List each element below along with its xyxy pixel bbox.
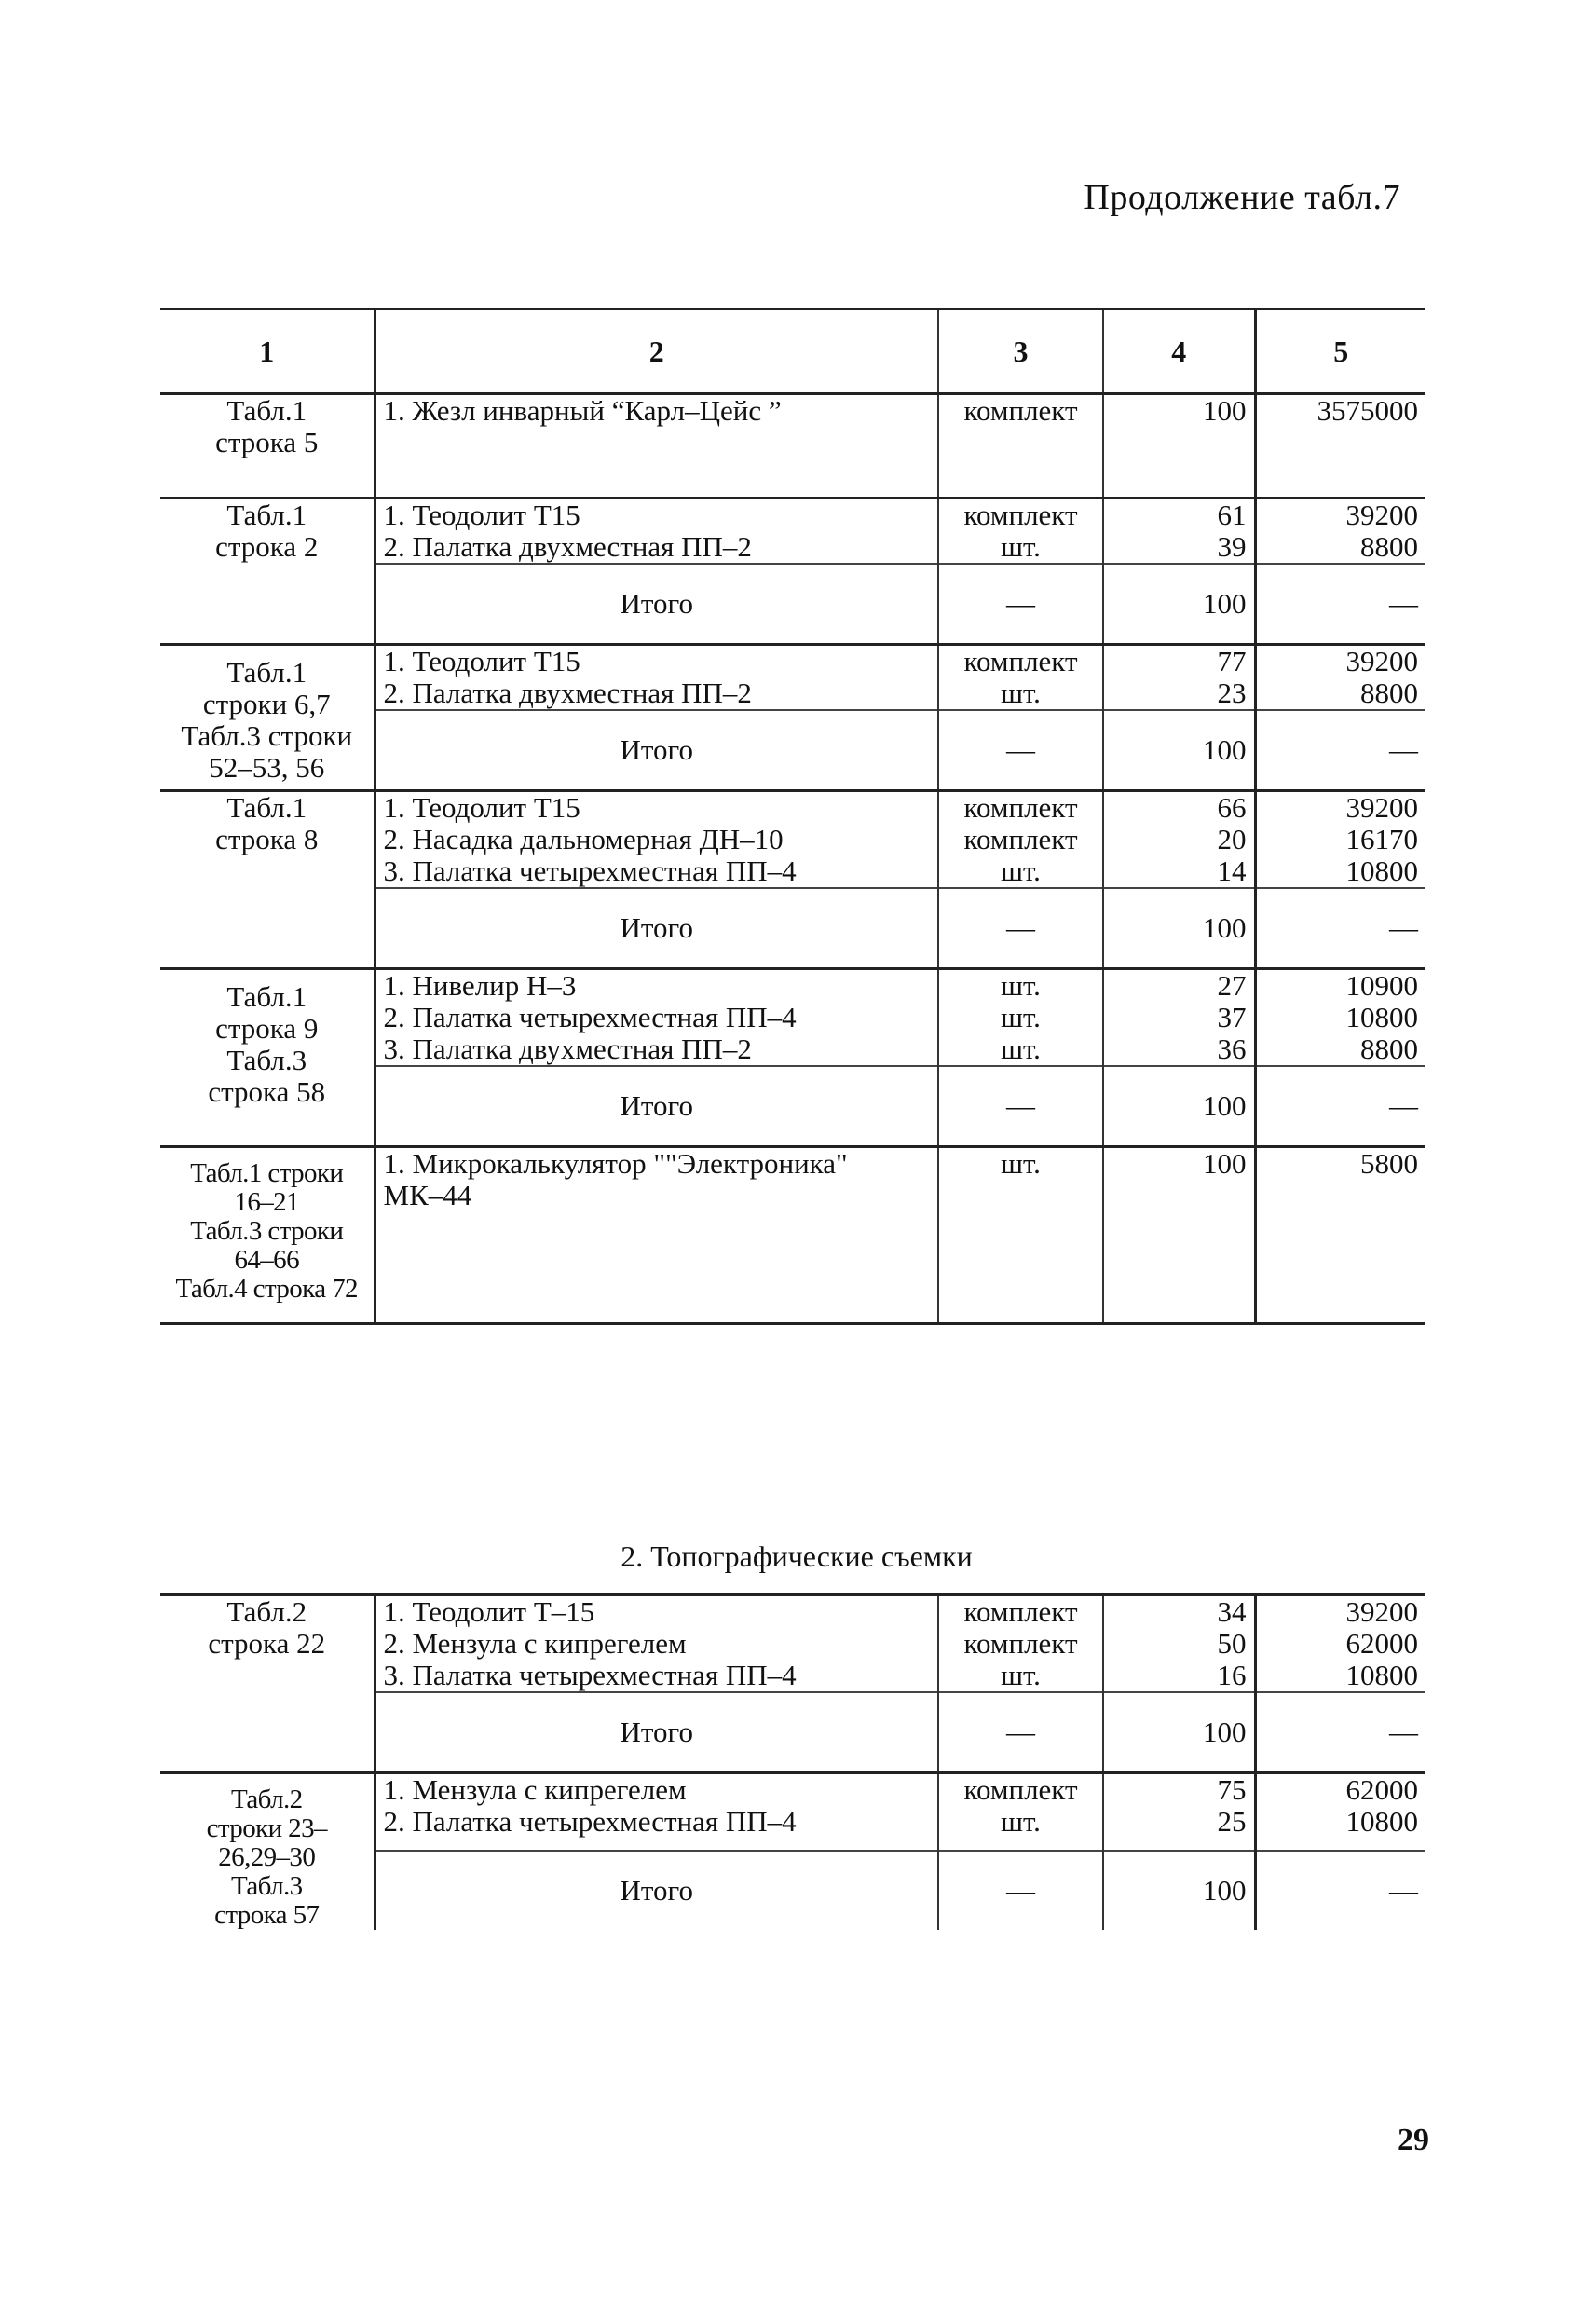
total-label: Итого [375,1692,938,1773]
unit-cell [938,1147,1103,1324]
total-label: Итого [375,1851,938,1930]
total-percent: 100 [1103,888,1255,969]
items-cell [375,394,938,499]
table-row [160,1595,1425,1693]
reference-line: Табл.3 строки [190,1216,344,1246]
unit-cell [938,1773,1103,1852]
reference-line: строки 6,7 [202,688,331,720]
price-line: 10800 [1345,855,1418,887]
unit-line: шт. [1001,1659,1041,1691]
reference-line: строка 9 [215,1012,319,1045]
total-price-dash: — [1255,710,1425,791]
unit-line: комплект [963,1627,1078,1660]
percent-line: 34 [1217,1595,1247,1628]
item-line: 2. Палатка двухместная ПП–2 [383,677,752,709]
price-cell [1255,791,1425,889]
reference-cell [160,645,375,791]
unit-line: комплект [963,499,1078,531]
unit-line: шт. [1001,969,1041,1002]
total-unit-dash: — [938,710,1103,791]
total-unit-dash: — [938,1066,1103,1147]
item-line: 1. Теодолит Т15 [383,645,580,677]
item-line: 2. Насадка дальномерная ДН–10 [383,823,784,855]
total-percent: 100 [1103,564,1255,645]
percent-cell [1103,1147,1255,1324]
percent-line: 20 [1217,823,1247,855]
column-header: 1 [160,309,375,394]
price-cell [1255,1595,1425,1693]
percent-line: 61 [1217,499,1247,531]
percent-cell [1103,499,1255,565]
price-cell [1255,645,1425,711]
reference-line: строка 58 [208,1075,326,1108]
percent-line: 77 [1217,645,1247,677]
item-line: 1. Жезл инварный “Карл–Цейс ” [383,394,782,427]
percent-line: 37 [1217,1001,1247,1033]
reference-line: Табл.3 [226,1044,307,1076]
price-line: 39200 [1345,645,1418,677]
price-line: 10800 [1345,1659,1418,1691]
reference-cell [160,791,375,969]
total-label: Итого [375,888,938,969]
total-price-dash: — [1255,1692,1425,1773]
price-cell [1255,1773,1425,1852]
percent-line: 14 [1217,855,1247,887]
table-row [160,1147,1425,1324]
unit-cell [938,394,1103,499]
reference-cell [160,1595,375,1773]
percent-line: 100 [1203,1147,1247,1180]
reference-line: Табл.2 [226,1595,307,1628]
price-line: 10800 [1345,1001,1418,1033]
items-cell [375,1147,938,1324]
total-price-dash: — [1255,1851,1425,1930]
total-price-dash: — [1255,888,1425,969]
item-line: 2. Палатка четырехместная ПП–4 [383,1001,797,1033]
price-line: 39200 [1345,791,1418,824]
unit-line: комплект [963,645,1078,677]
total-unit-dash: — [938,564,1103,645]
percent-line: 23 [1217,677,1247,709]
table-row [160,645,1425,711]
reference-cell [160,1147,375,1324]
total-label: Итого [375,564,938,645]
unit-line: шт. [1001,855,1041,887]
reference-line: Табл.4 строка 72 [175,1274,358,1304]
price-line: 8800 [1360,1032,1418,1065]
survey-table [160,1593,1425,1930]
total-percent: 100 [1103,710,1255,791]
total-price-dash: — [1255,564,1425,645]
table-header-row [160,309,1425,394]
items-cell [375,1595,938,1693]
unit-line: комплект [963,823,1078,855]
item-line: 1. Теодолит Т–15 [383,1595,595,1628]
total-label: Итого [375,710,938,791]
unit-line: комплект [963,1773,1078,1806]
price-line: 62000 [1345,1627,1418,1660]
items-cell [375,499,938,565]
reference-line: Табл.3 [230,1871,303,1901]
unit-line: шт. [1001,1147,1041,1180]
table-row [160,791,1425,889]
percent-line: 75 [1217,1773,1247,1806]
total-unit-dash: — [938,888,1103,969]
unit-line: комплект [963,1595,1078,1628]
page-number: 29 [1398,2123,1429,2157]
reference-line: строка 5 [215,426,319,458]
reference-cell [160,969,375,1147]
percent-line: 66 [1217,791,1247,824]
reference-line: строка 2 [215,530,319,563]
price-line: 16170 [1345,823,1418,855]
total-percent: 100 [1103,1692,1255,1773]
unit-cell [938,1595,1103,1693]
item-line: 1. Нивелир Н–3 [383,969,577,1002]
reference-line: Табл.1 [226,499,307,531]
price-cell [1255,394,1425,499]
price-line: 39200 [1345,499,1418,531]
item-line: МК–44 [383,1179,472,1211]
reference-line: 26,29–30 [218,1842,316,1872]
price-line: 10900 [1345,969,1418,1002]
total-label: Итого [375,1066,938,1147]
item-line: 1. Мензула с кипрегелем [383,1773,687,1806]
percent-line: 16 [1217,1659,1247,1691]
reference-line: Табл.3 строки [181,719,353,752]
equipment-table [160,308,1425,1325]
reference-line: 16–21 [234,1187,299,1217]
total-percent: 100 [1103,1066,1255,1147]
reference-line: Табл.2 [230,1785,303,1814]
items-cell [375,969,938,1067]
price-line: 8800 [1360,530,1418,563]
unit-line: шт. [1001,530,1041,563]
unit-cell [938,645,1103,711]
unit-cell [938,969,1103,1067]
percent-cell [1103,1595,1255,1693]
item-line: 1. Микрокалькулятор ""Электроника" [383,1147,848,1180]
price-line: 62000 [1345,1773,1418,1806]
reference-cell [160,499,375,645]
unit-cell [938,499,1103,565]
reference-line: Табл.1 [226,791,307,824]
unit-line: шт. [1001,1032,1041,1065]
reference-line: строки 23– [206,1813,327,1843]
percent-line: 50 [1217,1627,1247,1660]
reference-line: 52–53, 56 [209,751,325,784]
table-row [160,969,1425,1067]
reference-line: строка 8 [215,823,319,855]
unit-cell [938,791,1103,889]
column-header: 4 [1103,309,1255,394]
column-header: 5 [1255,309,1425,394]
percent-cell [1103,1773,1255,1852]
reference-line: строка 22 [208,1627,326,1660]
total-percent: 100 [1103,1851,1255,1930]
reference-line: Табл.1 строки [190,1158,344,1188]
column-header: 2 [375,309,938,394]
items-cell [375,645,938,711]
reference-line: Табл.1 [226,980,307,1013]
unit-line: шт. [1001,1805,1041,1838]
reference-line: Табл.1 [226,394,307,427]
total-unit-dash: — [938,1692,1103,1773]
item-line: 1. Теодолит Т15 [383,791,580,824]
reference-line: строка 57 [214,1900,320,1930]
percent-line: 36 [1217,1032,1247,1065]
percent-cell [1103,791,1255,889]
items-cell [375,791,938,889]
table-row [160,499,1425,565]
percent-line: 39 [1217,530,1247,563]
price-line: 3575000 [1316,394,1418,427]
table-row [160,1773,1425,1852]
item-line: 2. Палатка четырехместная ПП–4 [383,1805,797,1838]
column-header: 3 [938,309,1103,394]
percent-cell [1103,394,1255,499]
unit-line: комплект [963,791,1078,824]
price-cell [1255,969,1425,1067]
percent-line: 25 [1217,1805,1247,1838]
percent-line: 27 [1217,969,1247,1002]
unit-line: шт. [1001,677,1041,709]
section-title: 2. Топографические съемки [621,1539,973,1573]
price-line: 5800 [1360,1147,1418,1180]
item-line: 3. Палатка четырехместная ПП–4 [383,855,797,887]
price-line: 8800 [1360,677,1418,709]
price-cell [1255,1147,1425,1324]
item-line: 1. Теодолит Т15 [383,499,580,531]
price-line: 39200 [1345,1595,1418,1628]
price-line: 10800 [1345,1805,1418,1838]
item-line: 2. Мензула с кипрегелем [383,1627,687,1660]
percent-cell [1103,645,1255,711]
percent-line: 100 [1203,394,1247,427]
table-row [160,394,1425,499]
reference-cell [160,1773,375,1931]
reference-line: Табл.1 [226,656,307,689]
items-cell [375,1773,938,1852]
item-line: 2. Палатка двухместная ПП–2 [383,530,752,563]
continuation-header: Продолжение табл.7 [1084,178,1400,217]
percent-cell [1103,969,1255,1067]
total-unit-dash: — [938,1851,1103,1930]
item-line: 3. Палатка двухместная ПП–2 [383,1032,752,1065]
unit-line: шт. [1001,1001,1041,1033]
unit-line: комплект [963,394,1078,427]
reference-cell [160,394,375,499]
price-cell [1255,499,1425,565]
item-line: 3. Палатка четырехместная ПП–4 [383,1659,797,1691]
reference-line: 64–66 [234,1245,299,1275]
total-price-dash: — [1255,1066,1425,1147]
